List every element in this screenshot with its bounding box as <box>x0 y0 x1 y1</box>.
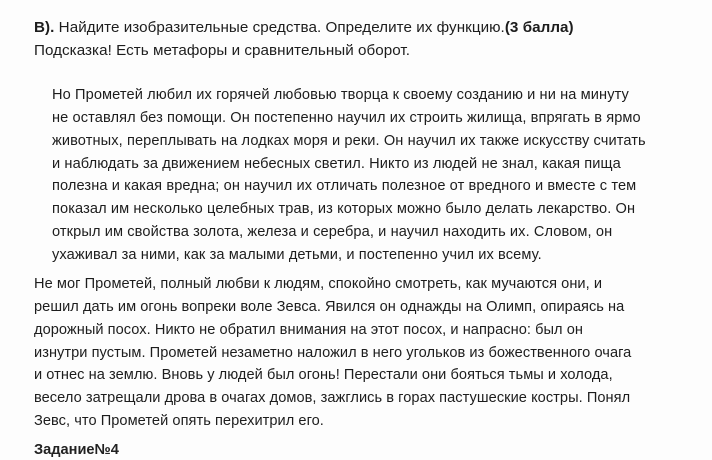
task-heading <box>34 16 694 62</box>
task-hint: Подсказка! Есть метафоры и сравнительный оборот. <box>34 42 411 59</box>
paragraph-line: ухаживал за ними, как за малыми детьми, и постепенно учил их всему. <box>52 246 542 263</box>
paragraph-line: дорожный посох. Никто не обратил внимания на этот посох, и напрасно: был он <box>34 321 583 338</box>
paragraph-line: не оставлял без помощи. Он постепенно научил их строить жилища, впрягать в ярмо <box>52 109 641 126</box>
paragraph-line: изнутри пустым. Прометей незаметно наложил в него угольков из божественного очага <box>34 344 632 361</box>
paragraph-line: и наблюдать за движением небесных светил. Никто из людей не знал, какая пища <box>52 155 621 172</box>
task-points: (3 балла) <box>504 19 574 36</box>
paragraph-line: полезна и какая вредна; он научил их отличать полезное от вредного и вместе с тем <box>52 178 637 195</box>
paragraph-2 <box>34 273 708 433</box>
paragraph-line: Зевс, что Прометей опять перехитрил его. <box>34 413 324 430</box>
paragraph-line: Не мог Прометей, полный любви к людям, спокойно смотреть, как мучаются они, и <box>34 276 603 292</box>
task-instruction: Найдите изобразительные средства. Определите их функцию. <box>54 19 505 36</box>
next-task-label: Задание№4 <box>34 442 119 458</box>
task-label: В). <box>34 19 55 36</box>
paragraph-line: животных, переплывать на лодках моря и реки. Он научил их также искусству считать <box>52 132 646 149</box>
paragraph-line: открыл им свойства золота, железа и серебра, и научил находить их. Словом, он <box>52 224 613 241</box>
task-instruction-line <box>34 16 694 39</box>
cutoff-next-task <box>34 440 694 460</box>
paragraph-line: показал им несколько целебных трав, из которых можно было делать лекарство. Он <box>52 201 636 218</box>
paragraph-line: и отнес на землю. Вновь у людей был огонь! Перестали они бояться тьмы и холода, <box>34 367 613 384</box>
paragraph-line: Но Прометей любил их горячей любовью творца к своему созданию и ни на минуту <box>52 87 629 103</box>
paragraph-1 <box>34 84 708 267</box>
paragraph-line: решил дать им огонь вопреки воле Зевса. Явился он однажды на Олимп, опираясь на <box>34 298 625 315</box>
paragraph-line: весело затрещали дрова в очагах домов, зажглись в горах пастушеские костры. Понял <box>34 390 631 407</box>
